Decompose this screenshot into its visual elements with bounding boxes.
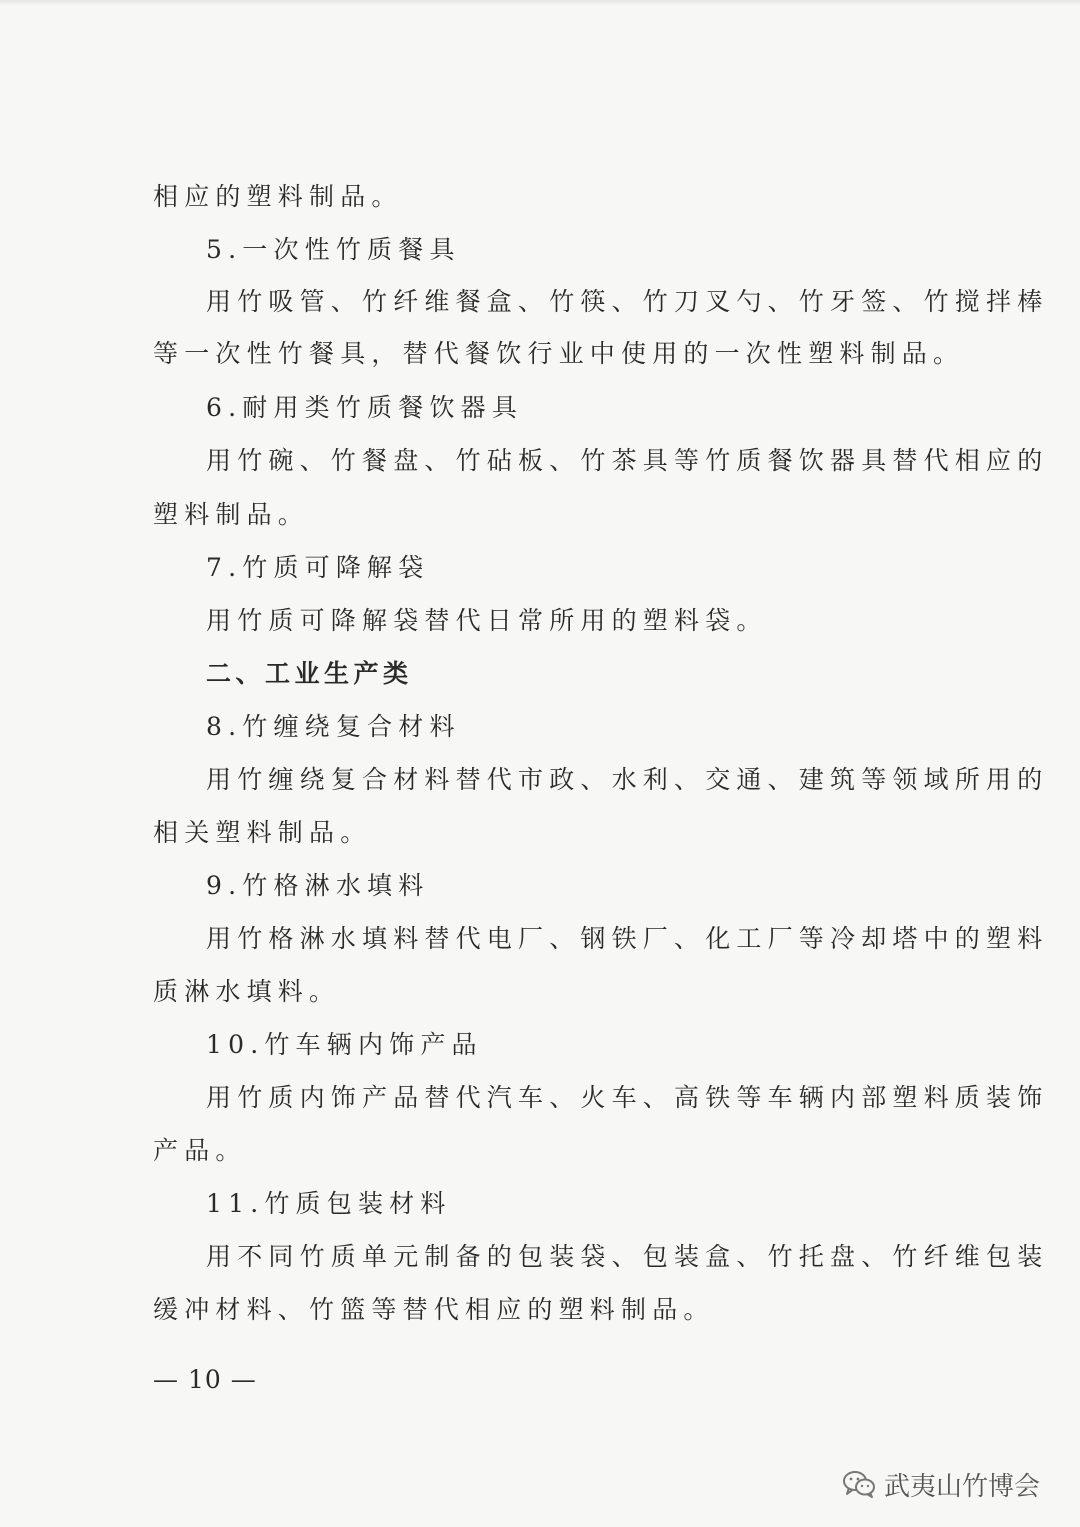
item-heading: 9.竹格淋水填料 bbox=[206, 871, 430, 900]
paragraph-continuation: 相应的塑料制品。 bbox=[153, 182, 403, 211]
item-heading: 11.竹质包装材料 bbox=[206, 1189, 452, 1218]
item-heading: 8.竹缠绕复合材料 bbox=[206, 712, 461, 741]
paragraph-line: 用竹吸管、竹纤维餐盒、竹筷、竹刀叉勺、竹牙签、竹搅拌棒 bbox=[206, 287, 1049, 316]
paragraph-line: 质淋水填料。 bbox=[153, 977, 341, 1006]
item-heading: 10.竹车辆内饰产品 bbox=[206, 1030, 483, 1059]
section-heading: 二、工业生产类 bbox=[206, 659, 413, 688]
paragraph-line: 相关塑料制品。 bbox=[153, 818, 372, 847]
paragraph-line: 用竹格淋水填料替代电厂、钢铁厂、化工厂等冷却塔中的塑料 bbox=[206, 924, 1049, 953]
paragraph-line: 用不同竹质单元制备的包装袋、包装盒、竹托盘、竹纤维包装 bbox=[206, 1242, 1049, 1271]
watermark bbox=[842, 1466, 1040, 1502]
paragraph-line: 用竹质可降解袋替代日常所用的塑料袋。 bbox=[206, 606, 768, 635]
paragraph-line: 塑料制品。 bbox=[153, 500, 310, 529]
item-heading: 6.耐用类竹质餐饮器具 bbox=[206, 393, 524, 422]
item-heading: 7.竹质可降解袋 bbox=[206, 553, 430, 582]
paragraph-line: 等一次性竹餐具，替代餐饮行业中使用的一次性塑料制品。 bbox=[153, 339, 965, 368]
scan-edge bbox=[0, 0, 1080, 6]
page-number: — 10 — bbox=[153, 1365, 257, 1394]
paragraph-line: 用竹质内饰产品替代汽车、火车、高铁等车辆内部塑料质装饰 bbox=[206, 1083, 1049, 1112]
wechat-icon bbox=[842, 1469, 876, 1499]
paragraph-line: 用竹碗、竹餐盘、竹砧板、竹茶具等竹质餐饮器具替代相应的 bbox=[206, 446, 1049, 475]
paragraph-line: 用竹缠绕复合材料替代市政、水利、交通、建筑等领域所用的 bbox=[206, 765, 1049, 794]
item-heading: 5.一次性竹质餐具 bbox=[206, 235, 461, 264]
paragraph-line: 产品。 bbox=[153, 1136, 247, 1165]
watermark-text: 武夷山竹博会 bbox=[884, 1471, 1041, 1502]
paragraph-line: 缓冲材料、竹篮等替代相应的塑料制品。 bbox=[153, 1295, 715, 1324]
